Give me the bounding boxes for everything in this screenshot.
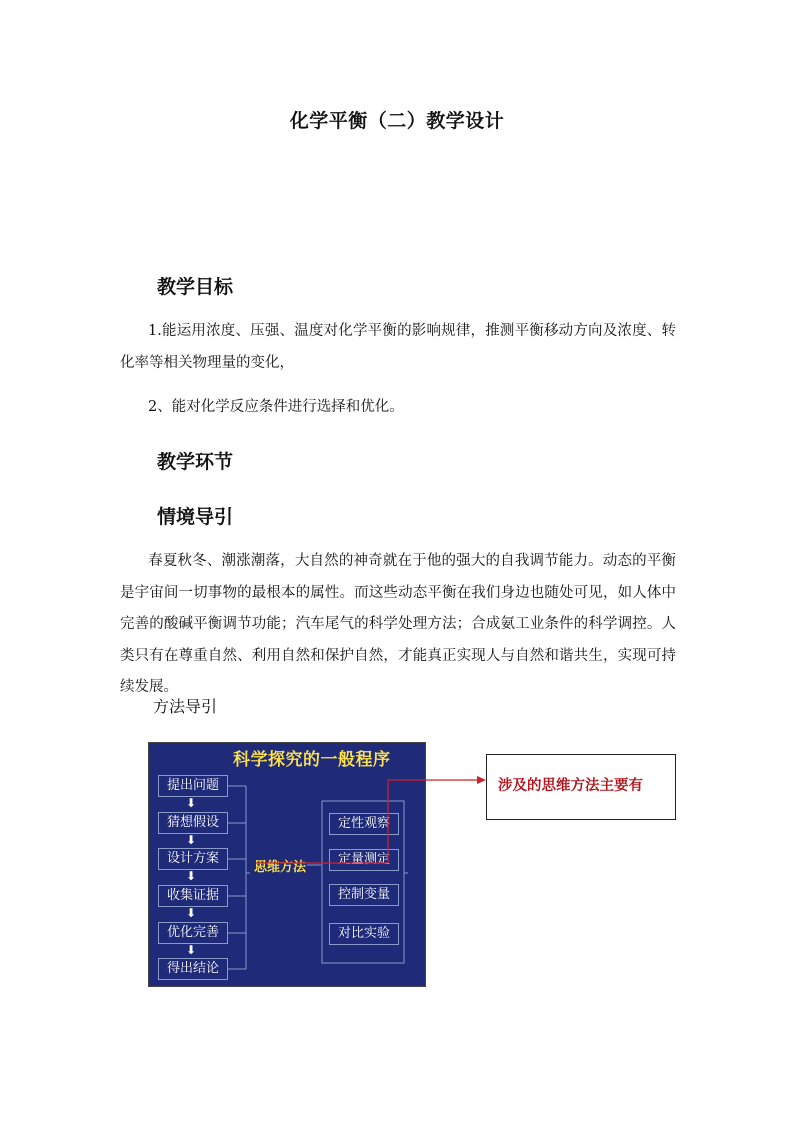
step-hypothesis: 猜想假设 — [158, 812, 228, 834]
method-heading: 方法导引 — [153, 697, 218, 716]
step-conclusion: 得出结论 — [158, 958, 228, 980]
method-control-variables: 控制变量 — [329, 884, 399, 906]
callout-box — [486, 754, 676, 820]
teaching-steps-heading: 教学环节 — [157, 451, 234, 473]
objectives-heading: 教学目标 — [157, 276, 234, 298]
inquiry-diagram — [148, 742, 426, 987]
method-qualitative-observation: 定性观察 — [329, 813, 399, 835]
intro-paragraph — [120, 546, 676, 704]
step-raise-question: 提出问题 — [158, 775, 228, 797]
callout-text: 涉及的思维方法主要有 — [498, 778, 643, 794]
down-arrow-icon: ⬇ — [185, 943, 197, 957]
method-comparative-experiment: 对比实验 — [329, 923, 399, 945]
method-quantitative-measurement: 定量测定 — [329, 849, 399, 871]
step-optimize: 优化完善 — [158, 922, 228, 944]
down-arrow-icon: ⬇ — [185, 906, 197, 920]
objective-item-1-text: 1.能运用浓度、压强、温度对化学平衡的影响规律，推测平衡移动方向及浓度、转化率等相关物理量的变化， — [120, 323, 676, 371]
down-arrow-icon: ⬇ — [185, 796, 197, 810]
intro-heading: 情境导引 — [157, 506, 234, 528]
step-collect-evidence: 收集证据 — [158, 885, 228, 907]
objective-item-2 — [120, 392, 676, 424]
arrowhead-icon — [477, 776, 486, 784]
objective-item-1 — [120, 316, 676, 379]
diagram-title: 科学探究的一般程序 — [233, 750, 391, 770]
page-title: 化学平衡（二）教学设计 — [289, 110, 505, 132]
objective-item-2-text: 2、能对化学反应条件进行选择和优化。 — [148, 399, 404, 415]
thinking-methods-label: 思维方法 — [254, 860, 307, 875]
intro-paragraph-text: 春夏秋冬、潮涨潮落，大自然的神奇就在于他的强大的自我调节能力。动态的平衡是宇宙间一切事物的最根本的属性。而这些动态平衡在我们身边也随处可见，如人体中完善的酸碱平衡调节功能；汽车尾气的科学处理方法；合成氨工业条件的科学调控。人类只有在尊重自然、利用自然和保护自然，才能真正实现人与自然和谐共生，实现可持续发展。 — [120, 553, 676, 695]
step-design-plan: 设计方案 — [158, 848, 228, 870]
down-arrow-icon: ⬇ — [185, 869, 197, 883]
down-arrow-icon: ⬇ — [185, 833, 197, 847]
